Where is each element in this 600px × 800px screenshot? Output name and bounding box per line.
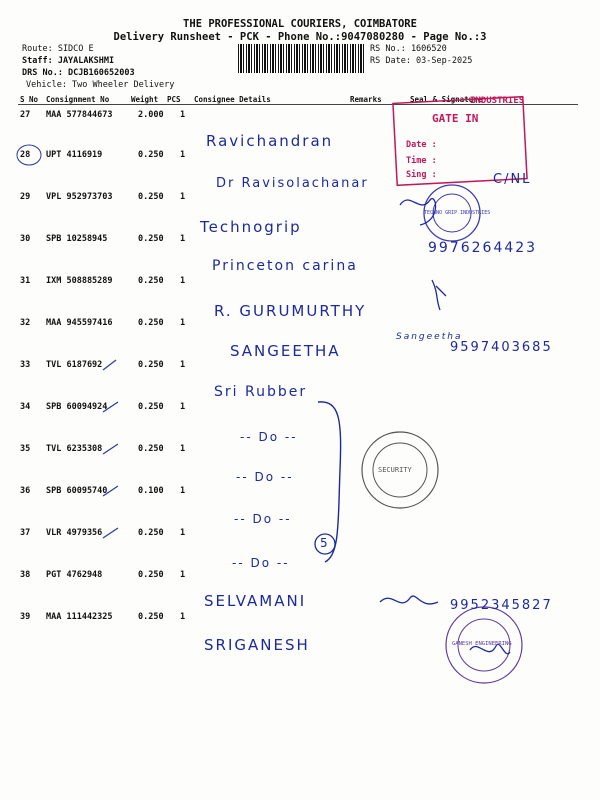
col-pcs: PCS [167, 95, 181, 104]
row-pcs: 1 [180, 570, 186, 580]
row-weight: 0.250 [138, 528, 164, 538]
hw-phone-32: 9597403685 [450, 340, 553, 355]
row-consignment: TVL 6187692 [46, 360, 103, 370]
row-consignment: SPB 60094924 [46, 402, 108, 412]
row-consignment: PGT 4762948 [46, 570, 103, 580]
hw-consignee-30: Princeton carina [212, 258, 358, 274]
industries-stamp-text: INDUSTRIES [470, 96, 525, 106]
stamp-date-label: Date : [406, 140, 437, 150]
row-consignment: MAA 577844673 [46, 110, 113, 120]
hw-consignee-33: Sri Rubber [214, 384, 308, 400]
row-pcs: 1 [180, 360, 186, 370]
hw-consignee-31: R. GURUMURTHY [214, 302, 367, 320]
row-circle-mark [17, 145, 41, 165]
row-weight: 2.000 [138, 110, 164, 120]
hw-cnl: C/NL [493, 172, 532, 187]
row-weight: 0.250 [138, 402, 164, 412]
row-sno: 34 [20, 402, 31, 412]
ganesh-seal-text: GANESH ENGINEERING [452, 641, 512, 647]
row-pcs: 1 [180, 486, 186, 496]
hw-phone-38: 9952345827 [450, 598, 553, 613]
hw-consignee-28: Dr Ravisolachanar [216, 176, 369, 191]
row-sno: 27 [20, 110, 31, 120]
staff-label: Staff: JAYALAKSHMI [22, 56, 115, 66]
stamp-time-label: Time : [406, 156, 437, 166]
hw-ditto-37: -- Do -- [232, 556, 290, 570]
hw-sign-32: Sangeetha [396, 332, 463, 342]
hw-consignee-32: SANGEETHA [230, 342, 341, 360]
strike-mark [103, 486, 118, 496]
strike-mark [103, 402, 118, 412]
hw-phone-30: 9976264423 [428, 240, 538, 256]
gate-in-text: GATE IN [432, 112, 479, 125]
row-consignment: VPL 952973703 [46, 192, 113, 202]
col-sno: S No [20, 95, 39, 104]
hw-consignee-38: SELVAMANI [204, 592, 307, 610]
row-pcs: 1 [180, 276, 186, 286]
hw-consignee-39: SRIGANESH [204, 636, 310, 654]
row-consignment: MAA 945597416 [46, 318, 113, 328]
company-title: THE PROFESSIONAL COURIERS, COIMBATORE [183, 18, 417, 30]
row-weight: 0.250 [138, 192, 164, 202]
row-sno: 30 [20, 234, 31, 244]
hw-ditto-35: -- Do -- [236, 470, 294, 484]
row-pcs: 1 [180, 318, 186, 328]
row-sno: 36 [20, 486, 31, 496]
row-pcs: 1 [180, 528, 186, 538]
hw-consignee-27: Ravichandran [206, 132, 334, 150]
col-weight: Weight [131, 95, 159, 104]
stamp-sing-label: Sing : [406, 170, 437, 180]
col-consignment: Consignment No [46, 95, 110, 104]
rs-date: RS Date: 03-Sep-2025 [370, 56, 473, 66]
strike-mark [103, 528, 118, 538]
row-pcs: 1 [180, 110, 186, 120]
row-weight: 0.250 [138, 570, 164, 580]
row-pcs: 1 [180, 192, 186, 202]
row-weight: 0.250 [138, 444, 164, 454]
row-pcs: 1 [180, 444, 186, 454]
signature-scribble [432, 280, 446, 310]
row-consignment: MAA 111442325 [46, 612, 113, 622]
route-label: Route: SIDCO E [22, 44, 94, 54]
col-seal: Seal & Signature [410, 95, 483, 104]
drs-label: DRS No.: DCJB160652003 [22, 68, 135, 78]
strike-mark [103, 444, 118, 454]
hw-ditto-34: -- Do -- [240, 430, 298, 444]
signature-scribble [380, 596, 438, 604]
row-sno: 39 [20, 612, 31, 622]
row-pcs: 1 [180, 234, 186, 244]
vehicle-label: Vehicle: Two Wheeler Delivery [26, 80, 175, 90]
row-weight: 0.250 [138, 318, 164, 328]
row-pcs: 1 [180, 402, 186, 412]
row-weight: 0.250 [138, 276, 164, 286]
row-sno: 38 [20, 570, 31, 580]
row-weight: 0.250 [138, 612, 164, 622]
row-sno: 28 [20, 150, 31, 160]
row-weight: 0.250 [138, 360, 164, 370]
row-consignment: UPT 4116919 [46, 150, 103, 160]
row-pcs: 1 [180, 612, 186, 622]
hw-bracket-count: 5 [320, 536, 328, 550]
techno-grip-seal-text: TECHNO GRIP INDUSTRIES [424, 210, 491, 216]
rs-no: RS No.: 1606520 [370, 44, 447, 54]
strike-mark [103, 360, 116, 370]
row-sno: 35 [20, 444, 31, 454]
row-weight: 0.250 [138, 150, 164, 160]
row-sno: 29 [20, 192, 31, 202]
row-consignment: SPB 10258945 [46, 234, 108, 244]
hw-ditto-36: -- Do -- [234, 512, 292, 526]
row-consignment: IXM 508885289 [46, 276, 113, 286]
row-pcs: 1 [180, 150, 186, 160]
row-weight: 0.100 [138, 486, 164, 496]
col-remarks: Remarks [350, 95, 382, 104]
row-consignment: SPB 60095740 [46, 486, 108, 496]
hw-consignee-29: Technogrip [200, 218, 302, 236]
row-weight: 0.250 [138, 234, 164, 244]
row-consignment: VLR 4979356 [46, 528, 103, 538]
col-consignee: Consignee Details [194, 95, 271, 104]
row-sno: 33 [20, 360, 31, 370]
row-sno: 32 [20, 318, 31, 328]
runsheet-subtitle: Delivery Runsheet - PCK - Phone No.:9047080280 - Page No.:3 [113, 31, 487, 43]
row-sno: 37 [20, 528, 31, 538]
row-sno: 31 [20, 276, 31, 286]
security-seal-text: SECURITY [378, 466, 412, 474]
row-consignment: TVL 6235308 [46, 444, 103, 454]
